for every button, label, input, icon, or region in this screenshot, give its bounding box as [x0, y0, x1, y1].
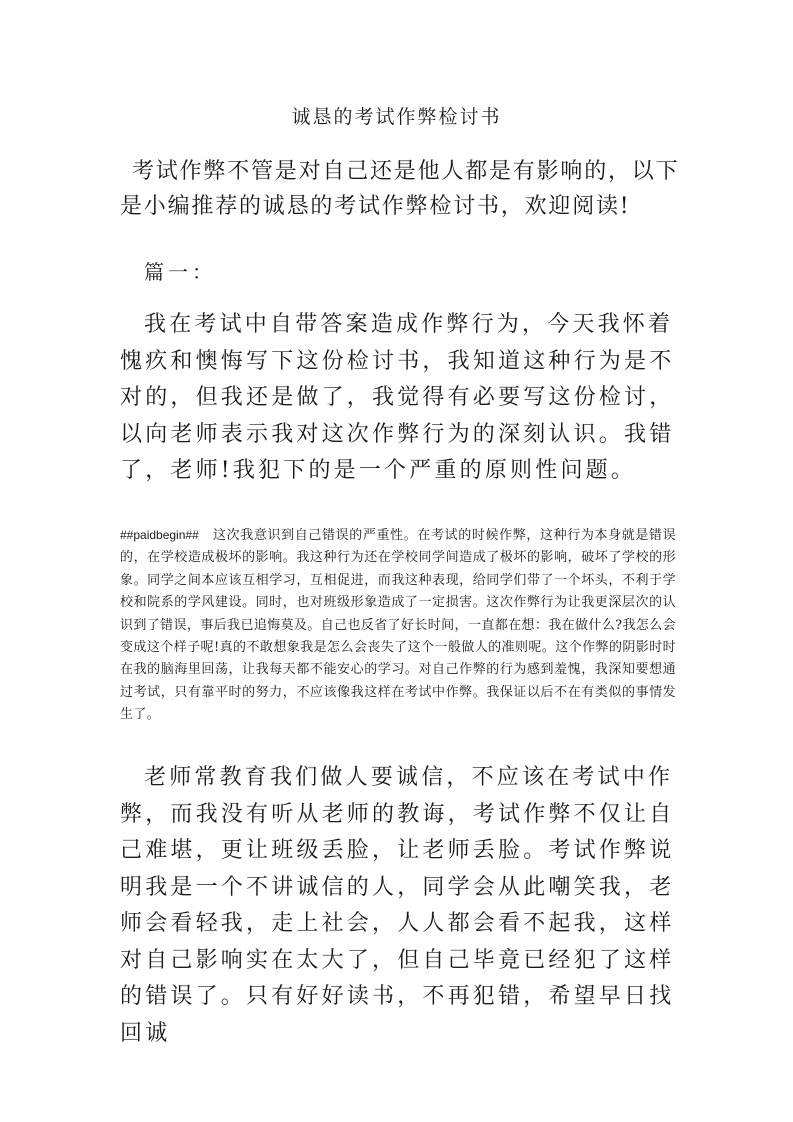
- document-title: 诚恳的考试作弊检讨书: [291, 106, 502, 128]
- section-heading: 篇一：: [144, 260, 216, 284]
- paid-marker: ##paidbegin##: [120, 528, 199, 542]
- body-paragraph-2-text: 这次我意识到自己错误的严重性。在考试的时候作弊，这种行为本身就是错误的，在学校造成极坏的影响。我这种行为还在学校同学间造成了极坏的影响，破坏了学校的形象。同学之间本应该互相学习，互相促进，而我这种表现，给同学们带了一个坏头，不利于学校和院系的学风建设。同时，也对班级形象造成了一定损害。这次作弊行为让我更深层次的认识到了错误，事后我已追悔莫及。自己也反省了好长时间，一直都在想：我在做什么?我怎么会变成这个样子呢!真的不敢想象我是怎么会丧失了这个一般做人的准则呢。这个作弊的阴影时时在我的脑海里回荡，让我每天都不能安心的学习。对自己作弊的行为感到羞愧，我深知要想通过考试，只有靠平时的努力，不应该像我这样在考试中作弊。我保证以后不在有类似的事情发生了。: [120, 528, 676, 723]
- intro-paragraph: 考试作弊不管是对自己还是他人都是有影响的，以下是小编推荐的诚恳的考试作弊检讨书，欢迎阅读!: [120, 159, 680, 219]
- body-paragraph-3: 老师常教育我们做人要诚信，不应该在考试中作弊，而我没有听从老师的教诲，考试作弊不仅让自己难堪，更让班级丢脸，让老师丢脸。考试作弊说明我是一个不讲诚信的人，同学会从此嘲笑我，老师会看轻我，走上社会，人人都会看不起我，这样对自己影响实在太大了，但自己毕竟已经犯了这样的错误了。只有好好读书，不再犯错，希望早日找回诚: [120, 765, 675, 1046]
- body-paragraph-2: [120, 524, 676, 727]
- body-paragraph-1: 我在考试中自带答案造成作弊行为，今天我怀着愧疚和懊悔写下这份检讨书，我知道这种行为是不对的，但我还是做了，我觉得有必要写这份检讨，以向老师表示我对这次作弊行为的深刻认识。我错了，老师!我犯下的是一个严重的原则性问题。: [120, 312, 675, 483]
